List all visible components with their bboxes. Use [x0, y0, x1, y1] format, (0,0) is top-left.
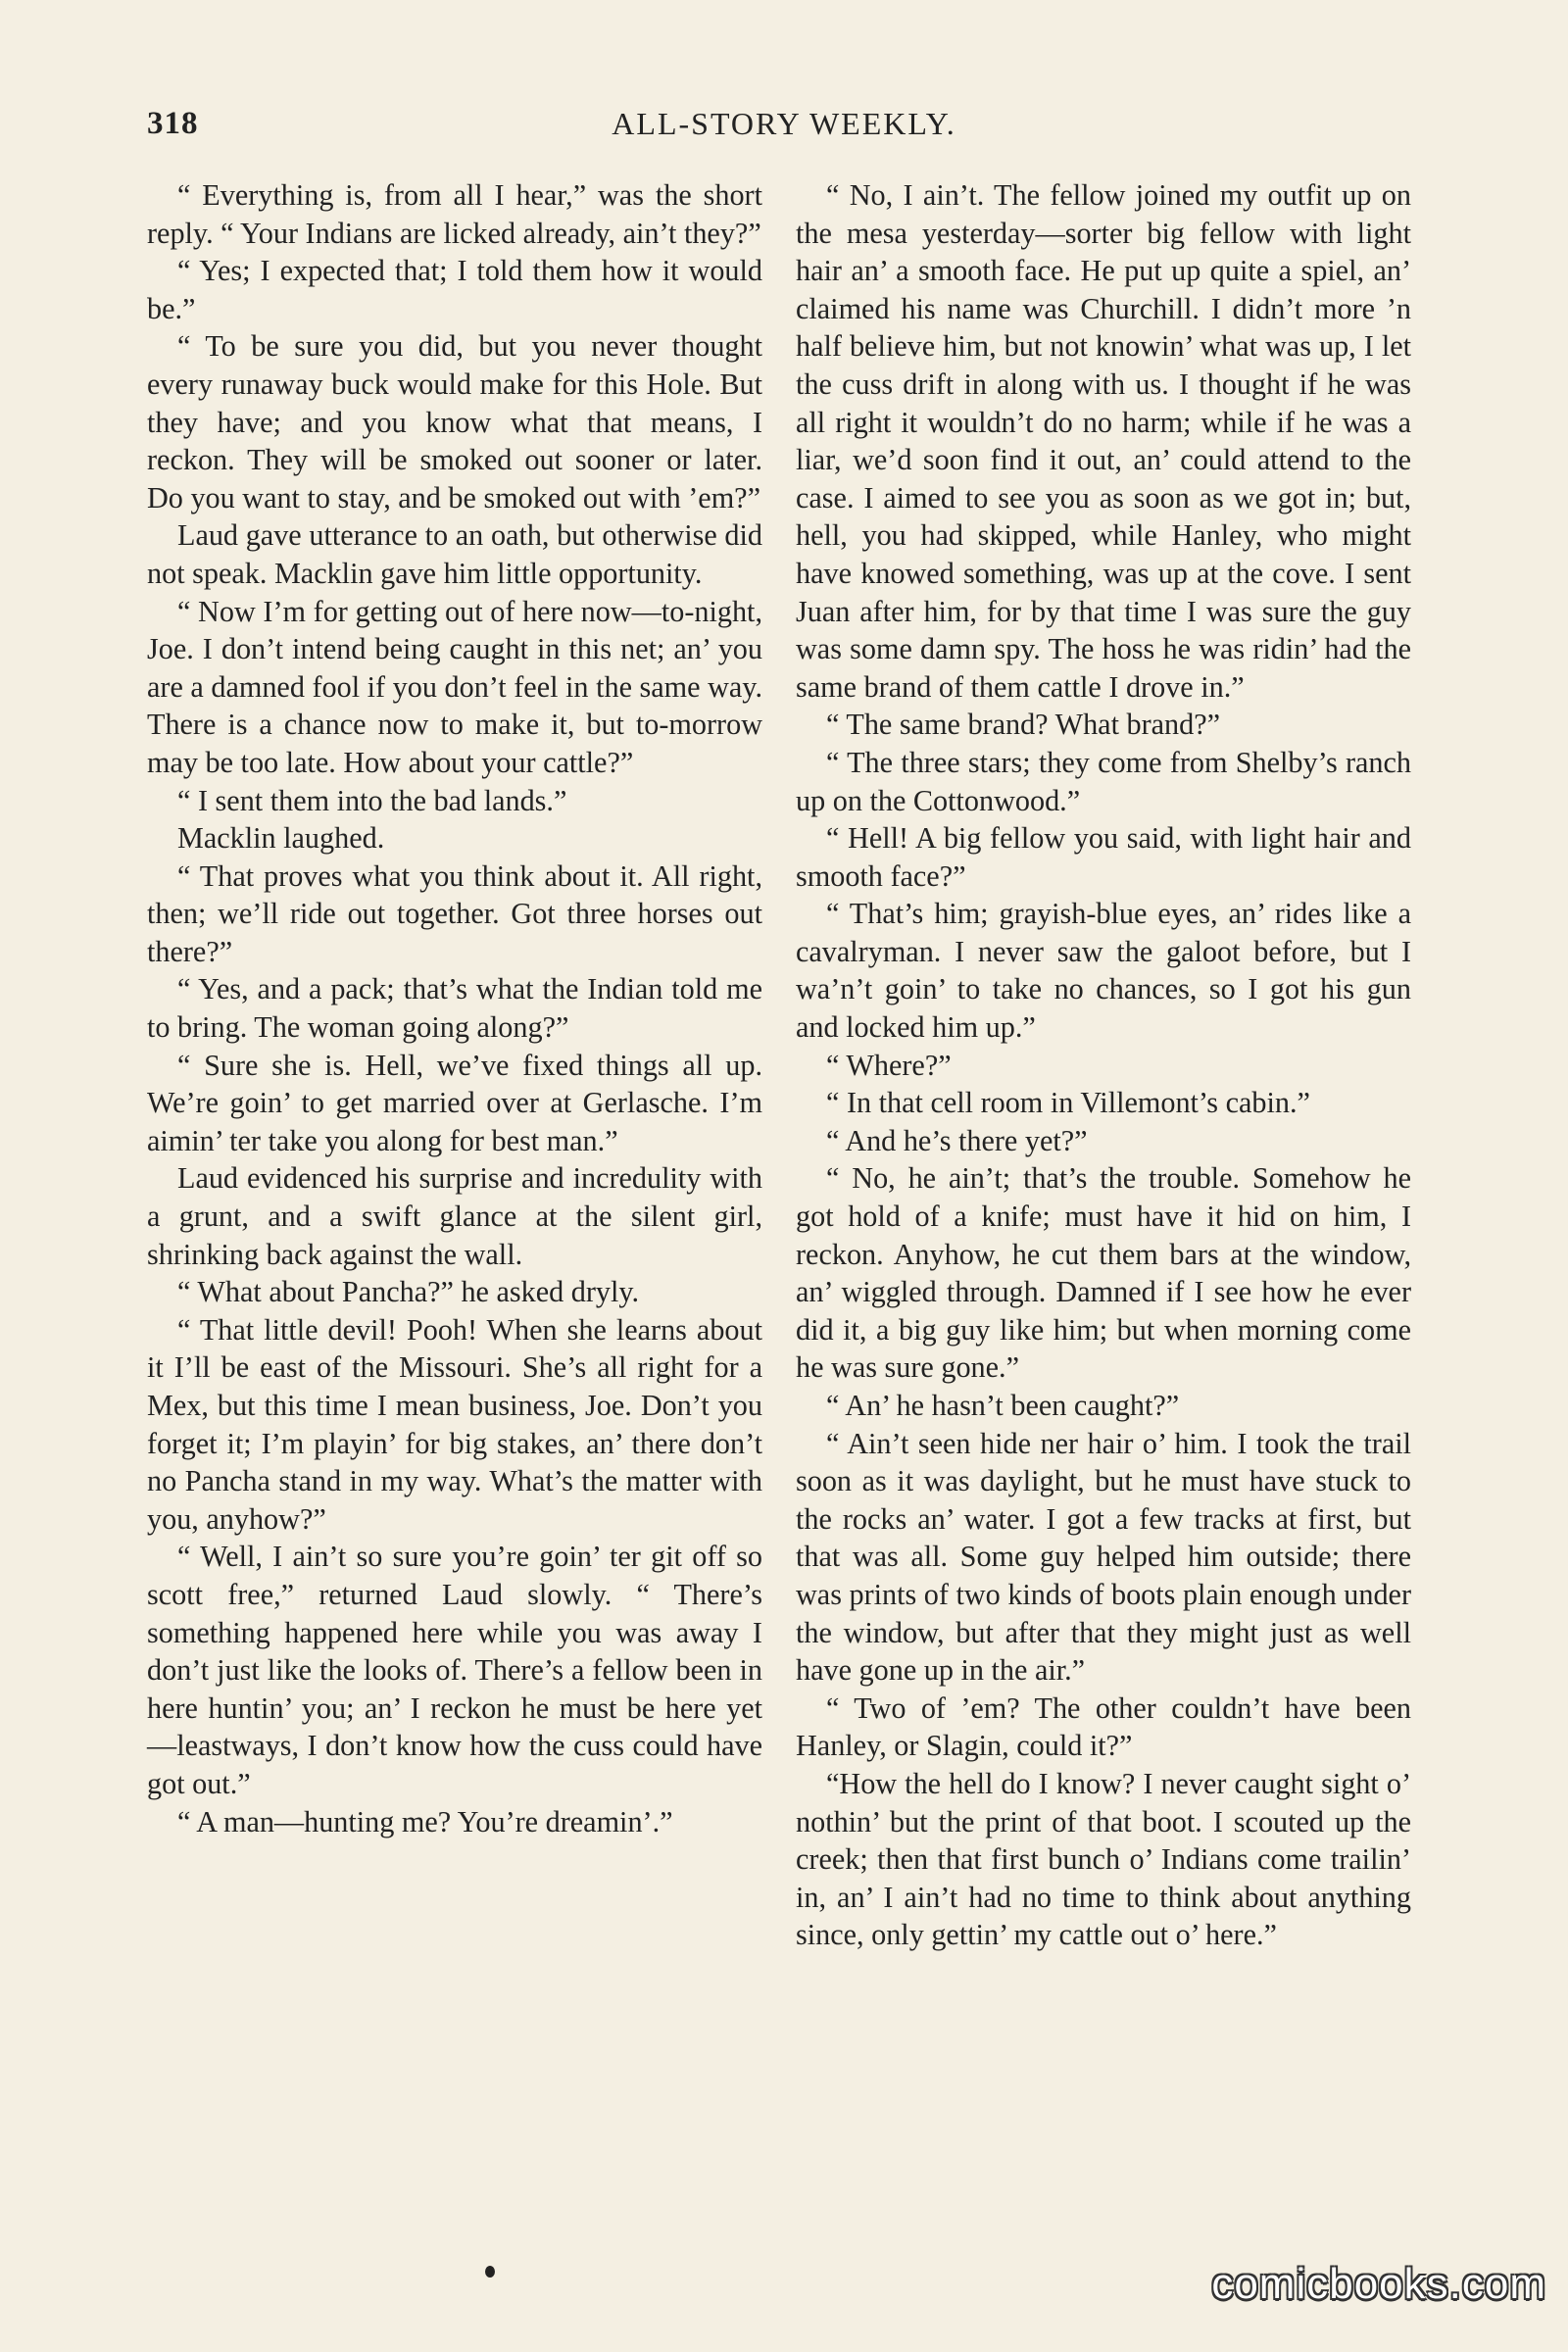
right-text-column	[796, 176, 1411, 1954]
paragraph: “ The three stars; they come from Shelby’s ranch up on the Cottonwood.”	[796, 745, 1411, 817]
paragraph: Macklin laughed.	[177, 821, 385, 856]
paragraph: “ The same brand? What brand?”	[826, 708, 1221, 742]
paragraph: “ That little devil! Pooh! When she learns about it I’ll be east of the Missouri. She’s all right for a Mex, but this time I mean business, Joe. Don’t you forget it; I’m playin’ for big stakes, an’ there don’t no Pancha stand in my way. What’s the matter with you, anyhow?”	[147, 1312, 762, 1536]
page-number: 318	[147, 106, 199, 141]
paragraph: “ No, I ain’t. The fellow joined my outfit up on the mesa yesterday—sorter big fellow with light hair an’ a smooth face. He put up quite a spiel, an’ claimed his name was Churchill. I didn’t more ’n half believe him, but not knowin’ what was up, I let the cuss drift in along with us. I thought if he was all right it wouldn’t do no harm; while if he was a liar, we’d soon find it out, an’ could attend to the case. I aimed to see you as soon as we got in; but, hell, you had skipped, while Hanley, who might have knowed something, was up at the cove. I sent Juan after him, for by that time I was sure the guy was some damn spy. The hoss he was ridin’ had the same brand of them cattle I drove in.”	[796, 178, 1411, 704]
left-text-column	[147, 176, 762, 1840]
paragraph: “ Hell! A big fellow you said, with light hair and smooth face?”	[796, 821, 1411, 893]
paragraph: “ To be sure you did, but you never thought every runaway buck would make for this Hole. But they have; and you know what that means, I reckon. They will be smoked out sooner or later. Do you want to stay, and be smoked out with ’em?”	[147, 329, 762, 514]
page-bullet-ornament	[485, 2266, 495, 2278]
paragraph: “ Yes; I expected that; I told them how it would be.”	[147, 254, 762, 325]
paragraph: “ Well, I ain’t so sure you’re goin’ ter git off so scott free,” returned Laud slowly. “ There’s something happened here while you was away I don’t just like the looks of. There’s a fellow been in here huntin’ you; an’ I reckon he must be here yet—leastways, I don’t know how the cuss could have got out.”	[147, 1540, 762, 1800]
paragraph: “ What about Pancha?” he asked dryly.	[177, 1275, 640, 1309]
paragraph: “ A man—hunting me? You’re dreamin’.”	[177, 1804, 673, 1838]
paragraph: “ Everything is, from all I hear,” was the short reply. “ Your Indians are licked already, ain’t they?”	[147, 178, 762, 250]
paragraph: “ Now I’m for getting out of here now—to-night, Joe. I don’t intend being caught in this net; an’ you are a damned fool if you don’t feel in the same way. There is a chance now to make it, but to-morrow may be too late. How about your cattle?”	[147, 594, 762, 779]
paragraph: “ Where?”	[826, 1048, 952, 1082]
paragraph: “ Ain’t seen hide ner hair o’ him. I took the trail soon as it was daylight, but he must have stuck to the rocks an’ water. I got a few tracks at first, but that was all. Some guy helped him outside; there was prints of two kinds of boots plain enough under the window, but after that they might just as well have gone up in the air.”	[796, 1426, 1411, 1688]
paragraph: Laud gave utterance to an oath, but otherwise did not speak. Macklin gave him little opportunity.	[147, 518, 762, 590]
page-header	[147, 106, 1421, 155]
paragraph: “ Sure she is. Hell, we’ve fixed things all up. We’re goin’ to get married over at Gerlasche. I’m aimin’ ter take you along for best man.”	[147, 1048, 762, 1157]
paragraph: “ No, he ain’t; that’s the trouble. Somehow he got hold of a knife; must have it hid on him, I reckon. Anyhow, he cut them bars at the window, an’ wiggled through. Damned if I see how he ever did it, a big guy like him; but when morning come he was sure gone.”	[796, 1161, 1411, 1385]
paragraph: “ That’s him; grayish-blue eyes, an’ rides like a cavalryman. I never saw the galoot before, but I wa’n’t goin’ to take no chances, so I got his gun and locked him up.”	[796, 897, 1411, 1045]
watermark-logo: comicbooks.com	[1211, 2260, 1546, 2308]
paragraph: “ In that cell room in Villemont’s cabin.”	[826, 1086, 1310, 1120]
paragraph: “How the hell do I know? I never caught sight o’ nothin’ but the print of that boot. I scouted up the creek; then that first bunch o’ Indians come trailin’ in, an’ I ain’t had no time to think about anything since, only gettin’ my cattle out o’ here.”	[796, 1766, 1411, 1952]
paragraph: “ An’ he hasn’t been caught?”	[826, 1389, 1180, 1422]
paragraph: “ Yes, and a pack; that’s what the Indian told me to bring. The woman going along?”	[147, 972, 762, 1045]
paragraph: “ And he’s there yet?”	[826, 1123, 1088, 1157]
paragraph: “ That proves what you think about it. All right, then; we’ll ride out together. Got three horses out there?”	[147, 858, 762, 968]
paragraph: “ I sent them into the bad lands.”	[177, 783, 567, 817]
magazine-title: ALL-STORY WEEKLY.	[612, 106, 956, 141]
paragraph: Laud evidenced his surprise and incredulity with a grunt, and a swift glance at the silent girl, shrinking back against the wall.	[147, 1161, 762, 1271]
paragraph: “ Two of ’em? The other couldn’t have been Hanley, or Slagin, could it?”	[796, 1690, 1411, 1763]
